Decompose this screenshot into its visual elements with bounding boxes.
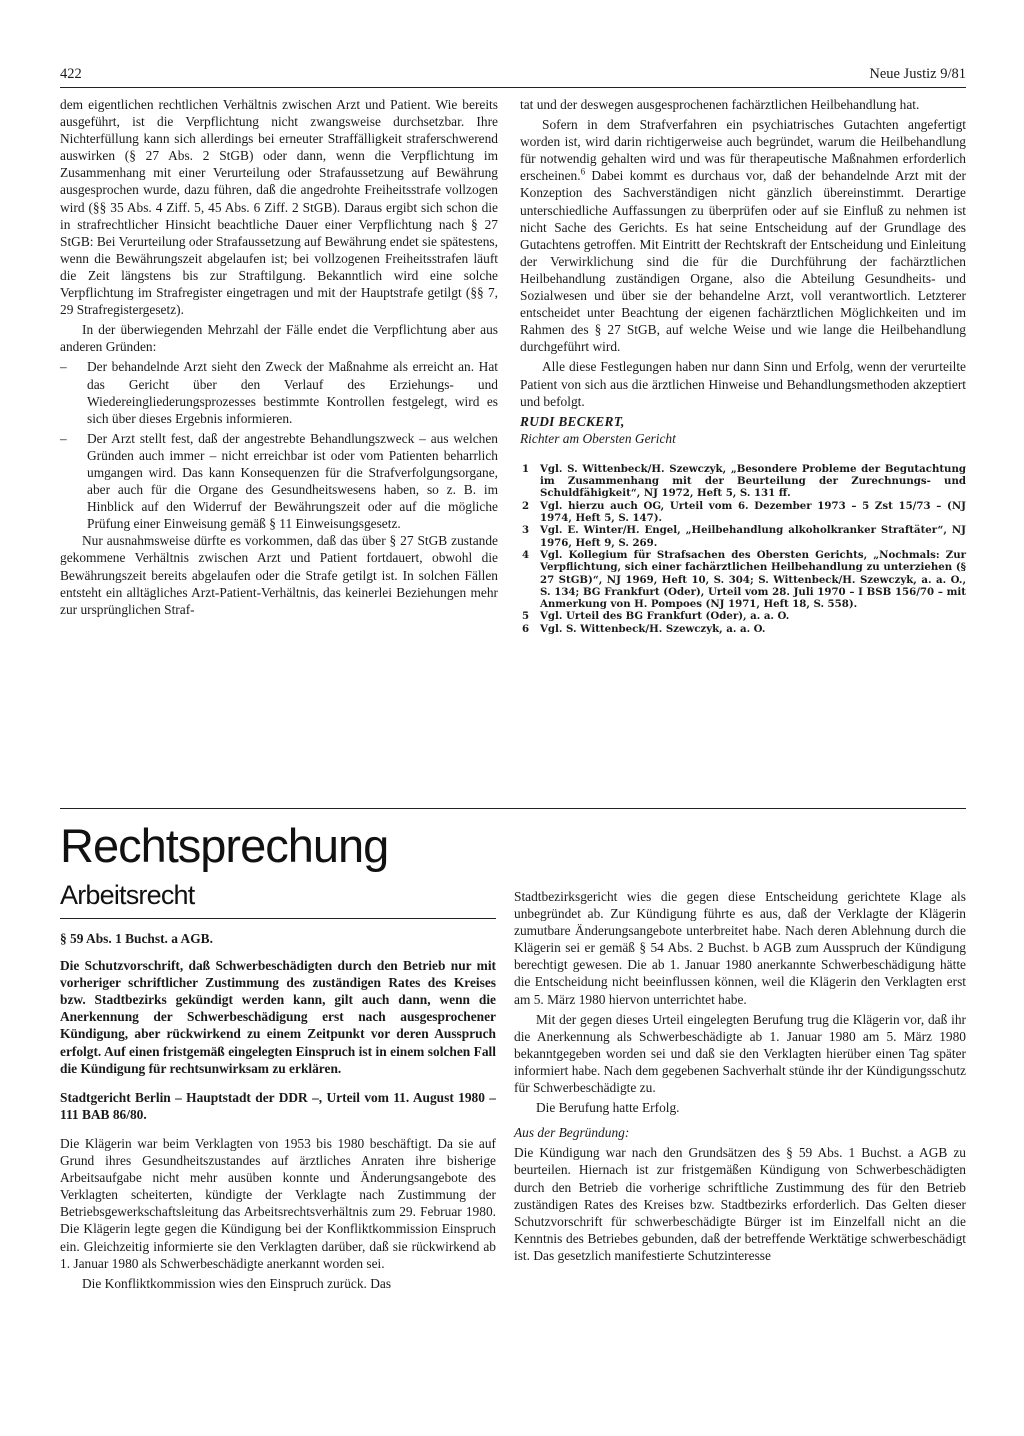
footnotes [520, 463, 966, 635]
paragraph: Die Berufung hatte Erfolg. [536, 1100, 680, 1116]
footnote-reference: 6 [580, 166, 586, 177]
paragraph: Die Kündigung war nach den Grundsätzen des § 59 Abs. 1 Buchst. a AGB zu beurteilen. Hiernach ist zur fristgemäßen Kündigung von Schwerbeschädigten durch den Betrieb die vorherige schriftliche Zustimmung des für den Betrieb zuständigen Rates des Kreises bzw. Stadtbezirks erforderlich. Das Gelten dieser Schutzvorschrift für schwerbeschädigte Bürger ist im Einzelfall nicht an die Kenntnis des Betriebes gebunden, daß der betreffende Werktätige schwerbeschädigt ist. Das gesetzlich manifestierte Schutzinteresse [514, 1145, 966, 1263]
page-number: 422 [60, 66, 82, 82]
case-column-left [60, 930, 496, 1292]
author-title: Richter am Obersten Gericht [520, 430, 676, 446]
list-item-text: Der behandelnde Arzt sieht den Zweck der Maßnahme als erreicht an. Hat das Gericht über den Verlauf des Erziehungs- und Wiedereingliederungsprozesses bestimmte Kontrollen festgelegt, wird es sich über dieses Ergebnis informieren. [87, 359, 498, 426]
footnote [520, 623, 966, 635]
footnote-text: Vgl. Urteil des BG Frankfurt (Oder), a. a. O. [540, 610, 790, 623]
paragraph: In der überwiegenden Mehrzahl der Fälle endet die Verpflichtung aber aus anderen Gründen: [60, 322, 498, 355]
footnote-text: Vgl. S. Wittenbeck/H. Szewczyk, „Besondere Probleme der Begutachtung im Zusammenhang mit der Beurteilung der Zurechnungs- und Schuldfähigkeit“, NJ 1972, Heft 5, S. 131 ff. [540, 462, 966, 500]
headnote: Die Schutzvorschrift, daß Schwerbeschädigten durch den Betrieb nur mit vorheriger schriftlicher Zustimmung des zuständigen Rates des Kreises bzw. Stadtbezirks gekündigt werden kann, gilt auch dann, wenn die Anerkennung der Schwerbeschädigung erst nach ausgesprochener Kündigung, aber rückwirkend zu einem Zeitpunkt vor deren Ausspruch erfolgt. Auf einen fristgemäß eingelegten Einspruch ist in einem solchen Fall die Kündigung für rechtsunwirksam zu erklären. [60, 958, 496, 1076]
list-item [60, 430, 498, 533]
footnote-number: 3 [522, 524, 530, 537]
journal-issue: Neue Justiz 9/81 [869, 66, 966, 82]
footnote-number: 5 [522, 610, 530, 623]
section-rule [60, 808, 966, 809]
paragraph: tat und der deswegen ausgesprochenen fachärztlichen Heilbehandlung hat. [520, 97, 920, 112]
footnote-text: Vgl. E. Winter/H. Engel, „Heilbehandlung alkoholkranker Straftäter“, NJ 1976, Heft 9, S. 269. [540, 524, 966, 549]
footnote-number: 2 [522, 499, 530, 512]
footnote [520, 500, 966, 525]
list-item [60, 358, 498, 426]
section-title: Rechtsprechung [60, 819, 389, 872]
author-name: RUDI BECKERT, [520, 413, 625, 429]
paragraph: Die Konfliktkommission wies den Einspruch zurück. Das [82, 1275, 392, 1291]
paragraph-text: Dabei kommt es durchaus vor, daß der behandelnde Arzt mit der Konzeption des Sachverständigen nicht gänzlich übereinstimmt. Derartige unterschiedliche Auffassungen zu überprüfen oder auf sie Einfluß zu nehmen ist nicht Sache des Gerichts. Es hat seine Entscheidung auf der Grundlage des Gutachtens getroffen. Mit Eintritt der Rechtskraft der Entscheidung und Einleitung der Verwirklichung sind die für die Durchführung der fachärztlichen Heilbehandlung zuständigen Organe, also die Abteilung Gesundheits- und Sozialwesen und über sie der behandelne Arzt, voll verantwortlich. Letzterer entscheidet unter Beachtung der eigenen fachärztlichen Möglichkeiten und im Rahmen des § 27 StGB, auf welche Weise und wie lange die Heilbehandlung durchgeführt wird. [520, 168, 966, 355]
list-item-text: Der Arzt stellt fest, daß der angestrebte Behandlungszweck – aus welchen Gründen auch immer – nicht erreichbar ist oder vom Patienten beharrlich umgangen wird. Das kann Konsequenzen für die Strafverfolgungsorgane, aber auch für die Organe des Gesundheitswesens haben, so z. B. im Hinblick auf den Widerruf der Bewährungszeit oder auf die mögliche Prüfung einer Einweisung gemäß § 11 Einweisungsgesetz. [87, 430, 498, 532]
footnote [520, 524, 966, 549]
header-rule [60, 87, 966, 88]
footnote [520, 610, 966, 622]
article-column-right [520, 96, 966, 635]
footnote [520, 549, 966, 610]
footnote-text: Vgl. Kollegium für Strafsachen des Obersten Gerichts, „Nochmals: Zur Verpflichtung, sich einer fachärztlichen Heilbehandlung zu unterziehen (§ 27 StGB)“, NJ 1969, Heft 10, S. 304; S. Wittenbeck/H. Szewczyk, a. a. O., S. 134; BG Frankfurt (Oder), Urteil vom 28. Juli 1970 – I BSB 156/70 – mit Anmerkung von H. Pompoes (NJ 1971, Heft 18, S. 558). [540, 548, 966, 611]
paragraph: Die Klägerin war beim Verklagten von 1953 bis 1980 beschäftigt. Da sie auf Grund ihres Gesundheitszustandes auf ärztliches Anraten ihre bisherige Arbeitsaufgabe nicht mehr ausüben konnte und Änderungsangebote des Verklagten scheiterten, kündigte der Verklagte nach Zustimmung der Betriebsgewerkschaftsleitung das Arbeitsrechtsverhältnis zum 29. Februar 1980. Die Klägerin legte gegen die Kündigung bei der Konfliktkommission Einspruch ein. Gleichzeitig informierte sie den Verklagten darüber, daß sie rückwirkend ab 1. Januar 1980 als Schwerbeschädigte anerkannt worden sei. [60, 1135, 496, 1271]
paragraph: Nur ausnahmsweise dürfte es vorkommen, daß das über § 27 StGB zustande gekommene Verhältnis zwischen Arzt und Patient fortdauert, obwohl die Bewährungszeit bereits abgelaufen oder die Strafe getilgt ist. In solchen Fällen entsteht ein alltägliches Arzt-Patient-Verhältnis, das keinerlei Beziehungen mehr zur ursprünglichen Straf- [60, 533, 498, 617]
paragraph: Alle diese Festlegungen haben nur dann Sinn und Erfolg, wenn der verurteilte Patient von sich aus die ärztlichen Hinweise und Behandlungsmethoden akzeptiert und befolgt. [520, 359, 966, 409]
law-reference: § 59 Abs. 1 Buchst. a AGB. [60, 931, 213, 946]
footnote-text: Vgl. S. Wittenbeck/H. Szewczyk, a. a. O. [540, 622, 766, 635]
footnote-text: Vgl. hierzu auch OG, Urteil vom 6. Dezember 1973 – 5 Zst 15/73 – (NJ 1974, Heft 5, S. 147). [540, 499, 966, 525]
reasons-heading: Aus der Begründung: [514, 1125, 630, 1141]
paragraph: Mit der gegen dieses Urteil eingelegten Berufung trug die Klägerin vor, daß ihr die Anerkennung als Schwerbeschädigte ab 1. Januar 1980 am 5. März 1980 bekanntgegeben worden sei und daß sie den Verklagten hierüber einen Tag später informiert habe. Nach dem gegebenen Sachverhalt stünde ihr der Kündigungsschutz für Schwerbeschädigte zu. [514, 1011, 966, 1096]
subsection-rule [60, 918, 496, 919]
paragraph: Stadtbezirksgericht wies die gegen diese Entscheidung gerichtete Klage als unbegründet ab. Zur Kündigung führte es aus, daß der Verklagte der Klägerin zumutbare Änderungsangebote unterbreitet habe. Nach deren Ablehnung durch die Klägerin sei er gemäß § 54 Abs. 2 Buchst. b AGB zum Ausspruch der Kündigung berechtigt gewesen. Die ab 1. Januar 1980 anerkannte Schwerbeschädigung hätte die Entscheidung nicht beeinflussen können, weil die Klägerin den Verklagten erst am 5. März 1980 hiervon unterrichtet habe. [514, 889, 966, 1007]
paragraph [520, 116, 966, 355]
running-header [60, 66, 966, 86]
court-citation: Stadtgericht Berlin – Hauptstadt der DDR –, Urteil vom 11. August 1980 – 111 BAB 86/80. [60, 1089, 496, 1122]
subsection-title: Arbeitsrecht [60, 880, 195, 910]
author-signature [520, 413, 966, 447]
footnote-number: 4 [522, 548, 530, 561]
footnote [520, 463, 966, 500]
dash-bullet: – [60, 430, 67, 446]
paragraph-text: Sofern in dem Strafverfahren ein psychiatrisches Gutachten angefertigt worden ist, wird darin richtigerweise auch begründet, warum die Heilbehandlung für notwendig gehalten wird und was für therapeutische Maßnahmen erforderlich erscheinen. [520, 117, 966, 184]
case-column-right [514, 888, 966, 1264]
footnote-number: 1 [522, 462, 530, 475]
dash-bullet: – [60, 359, 67, 375]
paragraph: dem eigentlichen rechtlichen Verhältnis zwischen Arzt und Patient. Wie bereits ausgeführt, ist die Verpflichtung nicht zwangsweise durchsetzbar. Ihre Nichterfüllung kann sich allerdings bei erneuter Straffälligkeit straferschwerend auswirken (§ 27 Abs. 2 StGB) oder dann, wenn die Verpflichtung im Zusammenhang mit einer Verurteilung oder Strafaussetzung auf Bewährung ausgesprochen wurde, dazu führen, daß die angedrohte Freiheitsstrafe vollzogen wird (§§ 35 Abs. 4 Ziff. 5, 45 Abs. 6 Ziff. 2 StGB). Daraus ergibt sich schon die in strafrechtlicher Hinsicht beachtliche Dauer einer Verpflichtung nach § 27 StGB: Bei Verurteilung oder Strafaussetzung auf Bewährung endet sie spätestens, wenn die Bewährungszeit abgelaufen ist; bei vollzogenen Freiheitsstrafen läuft die Zeit längstens bis zur Straftilgung. Bekanntlich wird eine solche Verpflichtung im Strafregister eingetragen und mit der Hauptstrafe getilgt (§§ 7, 29 Strafregistergesetz). [60, 97, 498, 318]
footnote-number: 6 [522, 622, 530, 635]
article-column-left [60, 96, 498, 618]
